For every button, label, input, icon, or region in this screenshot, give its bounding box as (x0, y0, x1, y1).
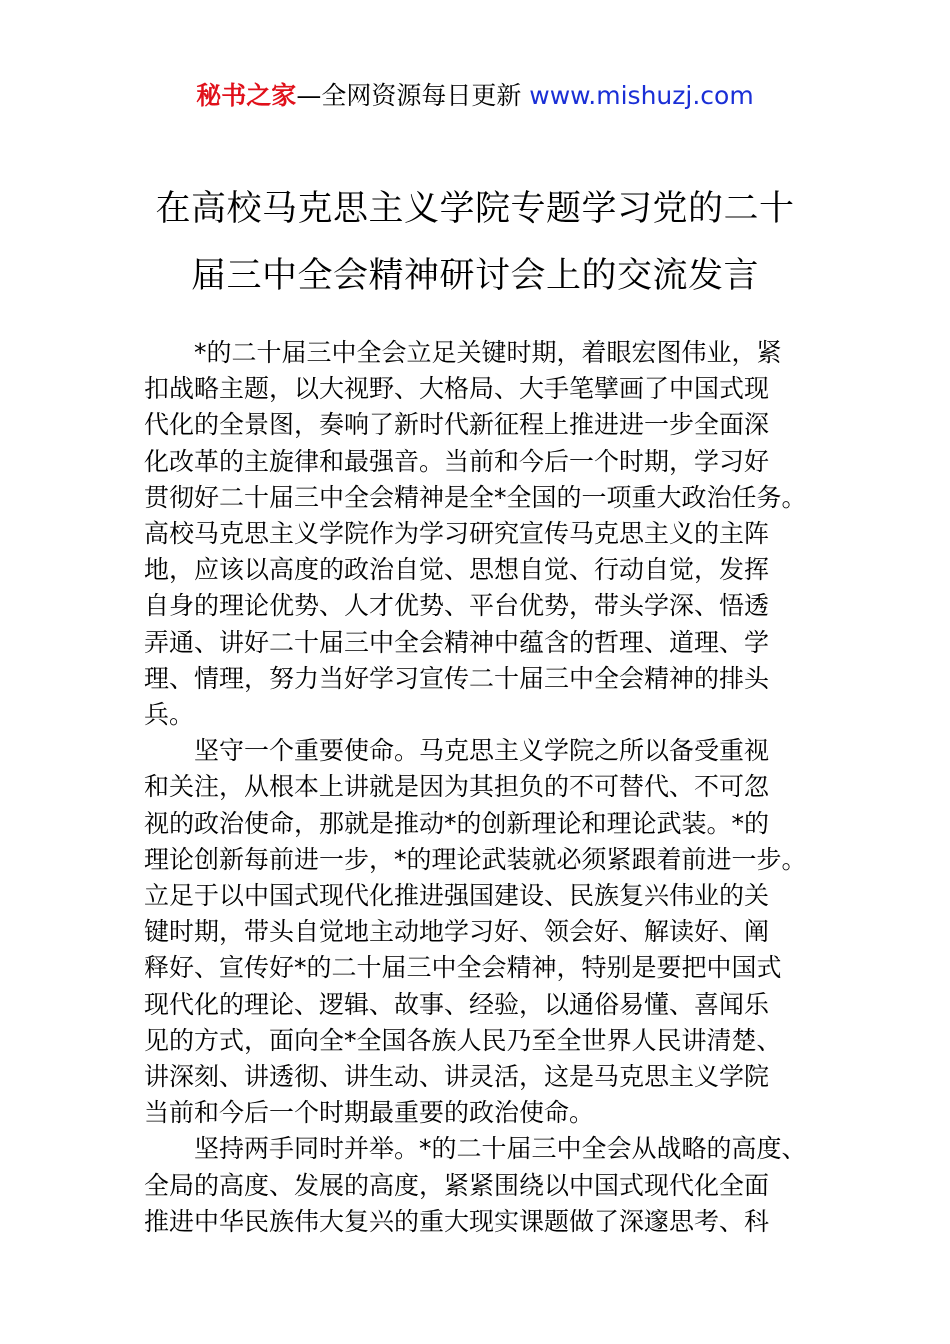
paragraph-line: 现代化的理论、逻辑、故事、经验，以通俗易懂、喜闻乐 (144, 989, 770, 1019)
brand-name: 秘书之家 (196, 81, 297, 110)
paragraph-line: 高校马克思主义学院作为学习研究宣传马克思主义的主阵 (144, 519, 770, 549)
paragraph-line: 弄通、讲好二十届三中全会精神中蕴含的哲理、道理、学 (144, 627, 770, 657)
paragraph-line: 立足于以中国式现代化推进强国建设、民族复兴伟业的关 (144, 881, 770, 911)
paragraph-line: 化改革的主旋律和最强音。当前和今后一个时期，学习好 (144, 446, 770, 476)
paragraph-line: 坚持两手同时并举。*的二十届三中全会从战略的高度、 (194, 1134, 807, 1164)
paragraph-line: 代化的全景图，奏响了新时代新征程上推进进一步全面深 (144, 410, 770, 440)
document-title (100, 176, 850, 310)
site-header (0, 78, 950, 114)
paragraph-line: 兵。 (144, 700, 195, 730)
paragraph-line: 坚守一个重要使命。马克思主义学院之所以备受重视 (194, 736, 770, 766)
paragraph-line: 见的方式，面向全*全国各族人民乃至全世界人民讲清楚、 (144, 1025, 782, 1055)
paragraph-line: *的二十届三中全会立足关键时期，着眼宏图伟业，紧 (194, 338, 782, 367)
title-line: 在高校马克思主义学院专题学习党的二十 (155, 189, 795, 229)
paragraph-line: 理、情理，努力当好学习宣传二十届三中全会精神的排头 (144, 663, 770, 693)
paragraph-line: 视的政治使命，那就是推动*的创新理论和理论武装。*的 (144, 808, 770, 838)
paragraph-line: 键时期，带头自觉地主动地学习好、领会好、解读好、阐 (144, 917, 770, 947)
paragraph-intro (144, 335, 814, 733)
paragraph-line: 全局的高度、发展的高度，紧紧围绕以中国式现代化全面 (144, 1170, 770, 1200)
site-url-link[interactable]: www.mishuzj.com (529, 81, 754, 110)
paragraph-two-hands (144, 1131, 814, 1240)
paragraph-line: 地，应该以高度的政治自觉、思想自觉、行动自觉，发挥 (144, 555, 770, 585)
document-body (144, 335, 814, 1240)
header-tagline: —全网资源每日更新 (296, 81, 530, 110)
title-line: 届三中全会精神研讨会上的交流发言 (190, 256, 759, 296)
paragraph-line: 扣战略主题，以大视野、大格局、大手笔擘画了中国式现 (144, 374, 770, 404)
paragraph-line: 推进中华民族伟大复兴的重大现实课题做了深邃思考、科 (144, 1206, 770, 1236)
paragraph-line: 贯彻好二十届三中全会精神是全*全国的一项重大政治任务。 (144, 482, 807, 512)
paragraph-line: 自身的理论优势、人才优势、平台优势，带头学深、悟透 (144, 591, 770, 621)
paragraph-mission (144, 733, 814, 1131)
paragraph-line: 释好、宣传好*的二十届三中全会精神，特别是要把中国式 (144, 953, 782, 983)
paragraph-line: 当前和今后一个时期最重要的政治使命。 (144, 1098, 595, 1128)
paragraph-line: 讲深刻、讲透彻、讲生动、讲灵活，这是马克思主义学院 (144, 1062, 770, 1092)
paragraph-line: 和关注，从根本上讲就是因为其担负的不可替代、不可忽 (144, 772, 770, 802)
paragraph-line: 理论创新每前进一步，*的理论武装就必须紧跟着前进一步。 (144, 844, 807, 874)
